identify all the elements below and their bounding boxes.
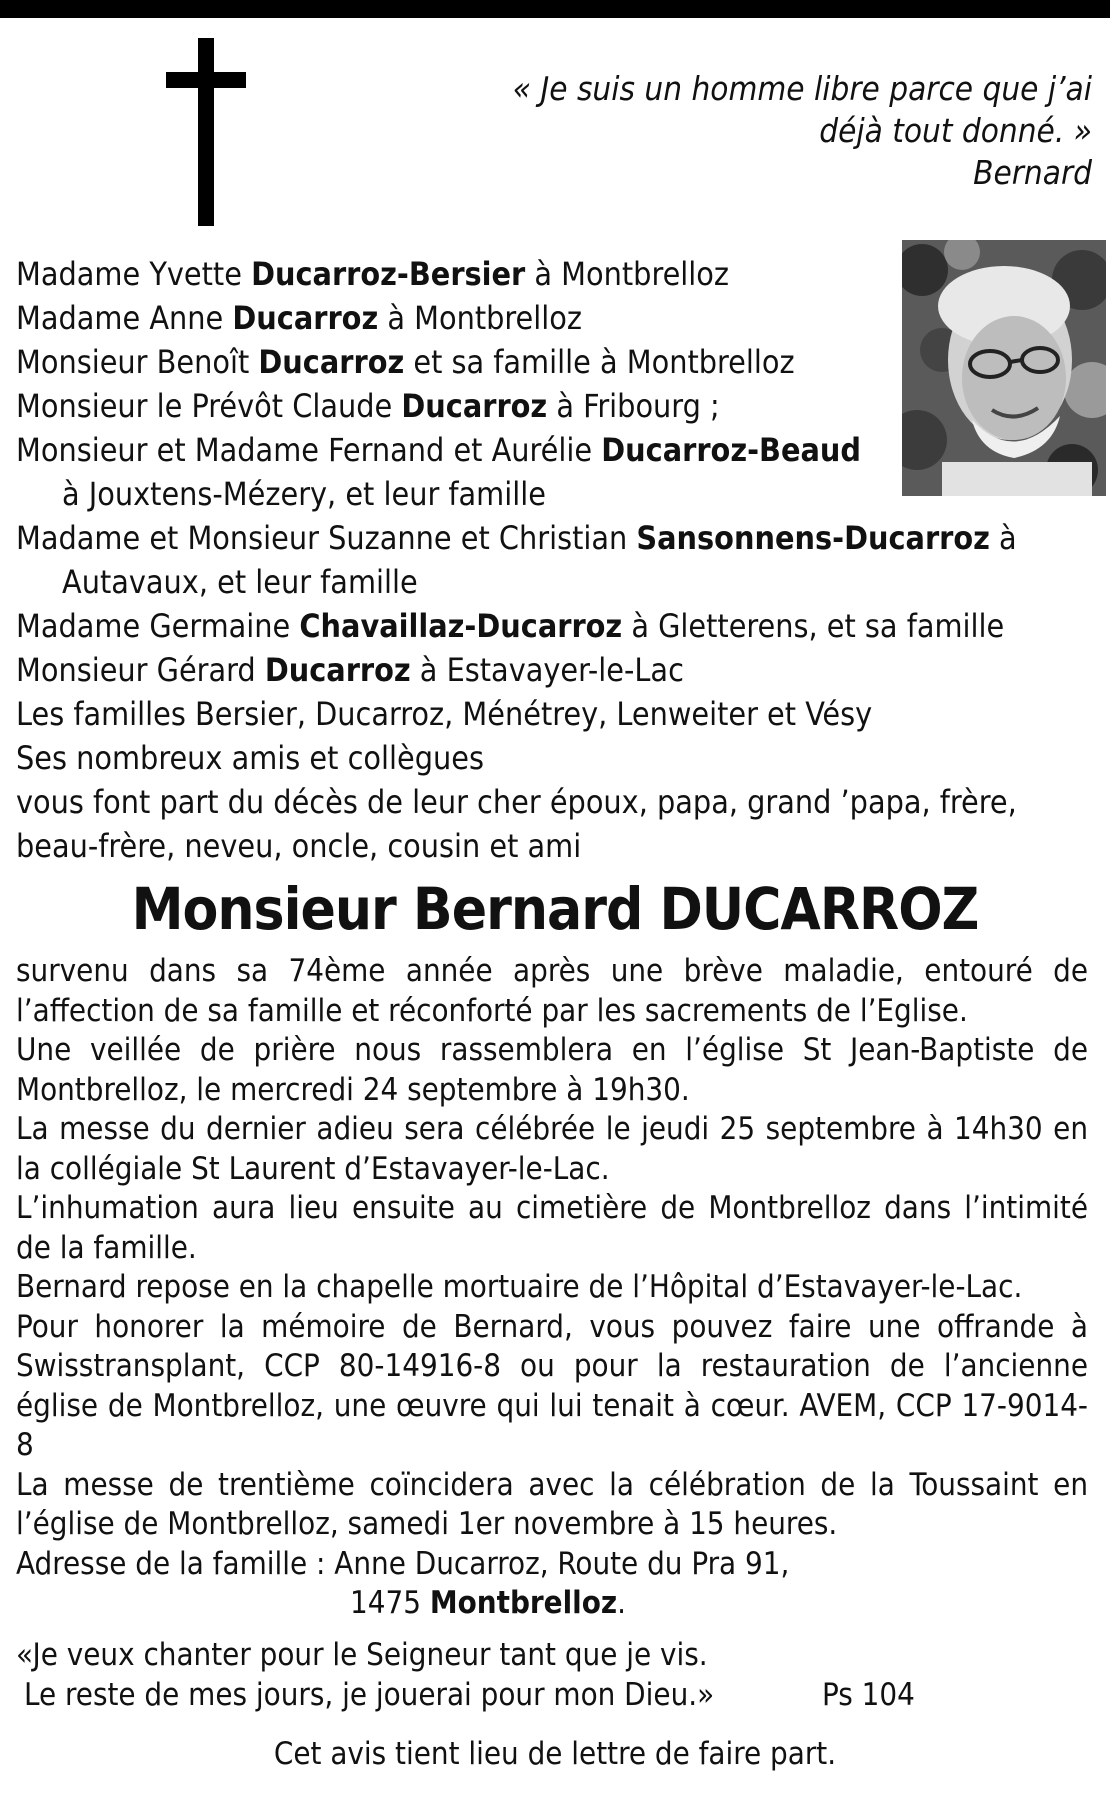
family-line: Madame Yvette Ducarroz-Bersier à Montbrelloz — [16, 255, 729, 293]
family-line-continued: Autavaux, et leur famille — [62, 563, 418, 601]
family-line: Ses nombreux amis et collègues — [16, 739, 484, 777]
quote-author: Bernard — [973, 153, 1092, 192]
family-line: Les familles Bersier, Ducarroz, Ménétrey, Lenweiter et Vésy — [16, 695, 873, 733]
announcement-body — [16, 952, 1088, 1624]
psalm-reference: Ps 104 — [822, 1676, 915, 1713]
quote-line-1: « Je suis un homme libre parce que j’ai — [512, 69, 1092, 108]
family-line: Monsieur Benoît Ducarroz et sa famille à Montbrelloz — [16, 343, 795, 381]
family-line-continued: à Jouxtens-Mézery, et leur famille — [62, 475, 546, 513]
family-line: Madame Germaine Chavaillaz-Ducarroz à Gletterens, et sa famille — [16, 607, 1005, 645]
family-line: Monsieur le Prévôt Claude Ducarroz à Fribourg ; — [16, 387, 720, 425]
body-paragraph: L’inhumation aura lieu ensuite au cimetière de Montbrelloz dans l’intimité de la famille. — [16, 1190, 1088, 1266]
family-line: Monsieur et Madame Fernand et Aurélie Ducarroz-Beaud — [16, 431, 862, 469]
body-paragraph: Pour honorer la mémoire de Bernard, vous pouvez faire une offrande à Swisstransplant, CCP 80-14916-8 ou pour la restauration de l’ancienne église de Montbrelloz, une œuvre qui lui tenait à cœur. AVEM, CCP 17-9014-8 — [16, 1308, 1088, 1463]
quote-line-2: déjà tout donné. » — [819, 111, 1092, 150]
family-line: Madame Anne Ducarroz à Montbrelloz — [16, 299, 582, 337]
family-line: Madame et Monsieur Suzanne et Christian Sansonnens-Ducarroz à — [16, 519, 1017, 557]
body-paragraph: Bernard repose en la chapelle mortuaire de l’Hôpital d’Estavayer-le-Lac. — [16, 1269, 1023, 1305]
body-paragraph: Une veillée de prière nous rassemblera en l’église St Jean-Baptiste de Montbrelloz, le mercredi 24 septembre à 19h30. — [16, 1032, 1088, 1108]
body-paragraph: survenu dans sa 74ème année après une brève maladie, entouré de l’affection de sa famille et réconforté par les sacrements de l’Eglise. — [16, 953, 1088, 1029]
deceased-name: Monsieur Bernard DUCARROZ — [131, 875, 979, 943]
family-address-city: 1475 Montbrelloz. — [350, 1585, 626, 1621]
family-line: vous font part du décès de leur cher époux, papa, grand ’papa, frère, — [16, 783, 1017, 821]
psalm-line-2: Le reste de mes jours, je jouerai pour mon Dieu.» — [24, 1676, 715, 1713]
family-line: Monsieur Gérard Ducarroz à Estavayer-le-Lac — [16, 651, 684, 689]
epigraph-quote — [412, 68, 1092, 194]
body-paragraph: La messe de trentième coïncidera avec la célébration de la Toussaint en l’église de Montbrelloz, samedi 1er novembre à 15 heures. — [16, 1466, 1088, 1542]
family-list — [16, 252, 1096, 868]
psalm-quote — [16, 1636, 1088, 1715]
cross-icon — [166, 38, 246, 226]
footer-note: Cet avis tient lieu de lettre de faire part. — [273, 1736, 837, 1772]
top-border — [0, 0, 1110, 18]
body-paragraph: La messe du dernier adieu sera célébrée le jeudi 25 septembre à 14h30 en la collégiale St Laurent d’Estavayer-le-Lac. — [16, 1111, 1088, 1187]
family-line: beau-frère, neveu, oncle, cousin et ami — [16, 827, 582, 865]
family-address: Adresse de la famille : Anne Ducarroz, Route du Pra 91, — [16, 1545, 790, 1582]
psalm-line-1: «Je veux chanter pour le Seigneur tant que je vis. — [16, 1637, 708, 1673]
